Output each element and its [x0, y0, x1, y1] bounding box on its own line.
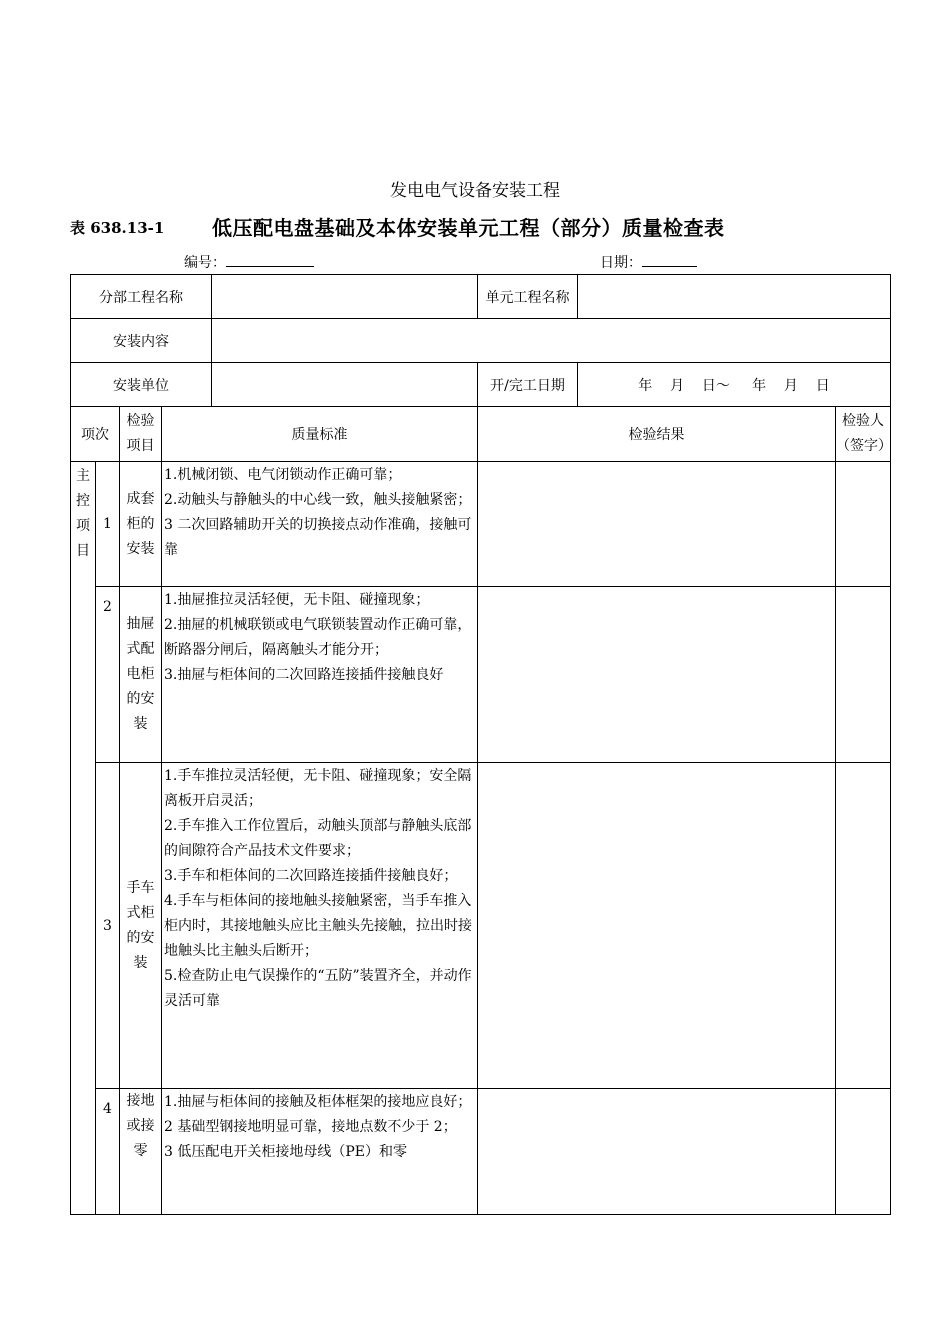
- row-3-result[interactable]: [478, 763, 836, 1089]
- number-label: 编号：: [184, 255, 226, 271]
- row-2-result[interactable]: [478, 587, 836, 763]
- row-3-number: 3: [96, 763, 120, 1089]
- quality-check-table: [70, 274, 891, 1215]
- row-3-item: 手车式柜的安装: [120, 763, 162, 1089]
- row-4-standard: 1.抽屉与柜体间的接触及柜体框架的接地应良好； 2 基础型钢接地明显可靠，接地点数不少于 2； 3 低压配电开关柜接地母线（PE）和零: [162, 1089, 478, 1215]
- row-4-result[interactable]: [478, 1089, 836, 1215]
- row-3-standard: 1.手车推拉灵活轻便，无卡阻、碰撞现象；安全隔离板开启灵活； 2.手车推入工作位置后，动触头顶部与静触头底部的间隙符合产品技术文件要求； 3.手车和柜体间的二次回路连接插件接触良好； 4.手车与柜体间的接地触头接触紧密，当手车推入柜内时，其接地触头应比主触头先接触，拉出时接地触头比主触头后断开； 5.检查防止电气误操作的“五防”装置齐全，并动作灵活可靠: [162, 763, 478, 1089]
- date-label: 日期：: [600, 255, 642, 271]
- column-order: 项次: [71, 407, 120, 462]
- subproject-label: 分部工程名称: [71, 275, 212, 319]
- subproject-value[interactable]: [212, 275, 478, 319]
- content-value[interactable]: [212, 319, 891, 363]
- row-4-item: 接地或接零: [120, 1089, 162, 1215]
- date-range[interactable]: 年 月 日～ 年 月 日: [578, 363, 891, 407]
- dates-label: 开/完工日期: [478, 363, 578, 407]
- page-title: 低压配电盘基础及本体安装单元工程（部分）质量检查表: [212, 216, 725, 240]
- row-1-standard: 1.机械闭锁、电气闭锁动作正确可靠； 2.动触头与静触头的中心线一致，触头接触紧密； 3 二次回路辅助开关的切换接点动作准确，接触可靠: [162, 462, 478, 587]
- column-inspector: 检验人（签字）: [836, 407, 891, 462]
- row-1-number: 1: [96, 462, 120, 587]
- row-4-number: 4: [96, 1089, 120, 1215]
- row-2-standard: 1.抽屉推拉灵活轻便，无卡阻、碰撞现象； 2.抽屉的机械联锁或电气联锁装置动作正确可靠，断路器分闸后，隔离触头才能分开； 3.抽屉与柜体间的二次回路连接插件接触良好: [162, 587, 478, 763]
- row-2-number: 2: [96, 587, 120, 763]
- unit-value[interactable]: [578, 275, 891, 319]
- document-supertitle: 发电电气设备安装工程: [390, 181, 560, 201]
- date-blank[interactable]: [642, 253, 697, 267]
- date-field: [600, 252, 697, 272]
- row-1-item: 成套柜的安装: [120, 462, 162, 587]
- row-4-inspector[interactable]: [836, 1089, 891, 1215]
- column-result: 检验结果: [478, 407, 836, 462]
- category-main-control: 主控项目: [71, 462, 96, 1215]
- row-1-inspector[interactable]: [836, 462, 891, 587]
- row-2-inspector[interactable]: [836, 587, 891, 763]
- number-field: [184, 252, 314, 272]
- content-label: 安装内容: [71, 319, 212, 363]
- table-number: 表 638.13-1: [70, 219, 165, 237]
- installer-label: 安装单位: [71, 363, 212, 407]
- unit-label: 单元工程名称: [478, 275, 578, 319]
- row-2-item: 抽屉式配电柜的安装: [120, 587, 162, 763]
- number-blank[interactable]: [226, 253, 314, 267]
- column-item: 检验项目: [120, 407, 162, 462]
- row-1-result[interactable]: [478, 462, 836, 587]
- column-standard: 质量标准: [162, 407, 478, 462]
- row-3-inspector[interactable]: [836, 763, 891, 1089]
- installer-value[interactable]: [212, 363, 478, 407]
